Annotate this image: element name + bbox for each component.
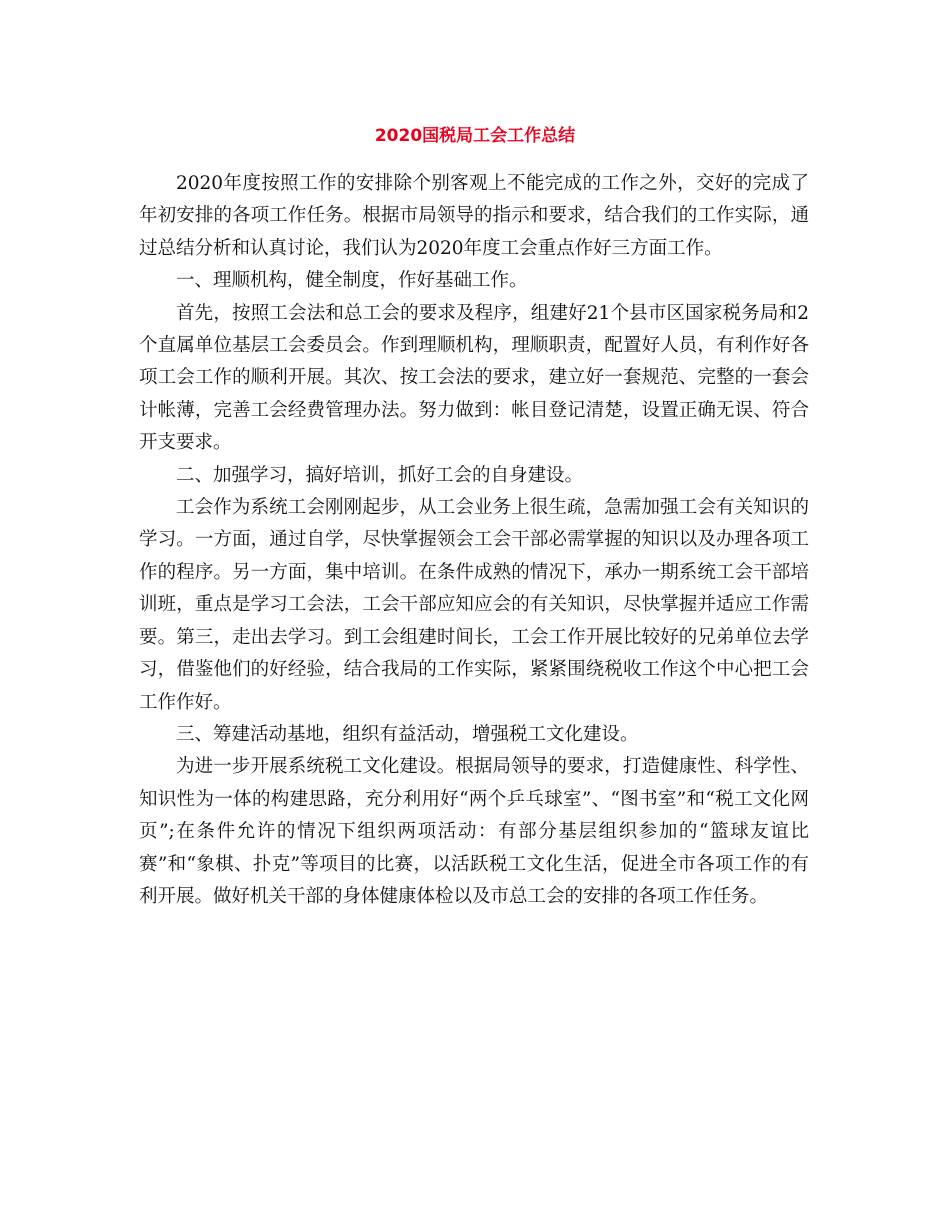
section-1-paragraph: 首先，按照工会法和总工会的要求及程序，组建好21个县市区国家税务局和2个直属单位基层工会委员会。作到理顺机构，理顺职责，配置好人员，有利作好各项工会工作的顺利开展。其次、按工会法的要求，建立好一套规范、完整的一套会计帐薄，完善工会经费管理办法。努力做到：帐目登记清楚，设置正确无误、符合开支要求。 xyxy=(139,302,809,454)
section-3-paragraph: 为进一步开展系统税工文化建设。根据局领导的要求，打造健康性、科学性、知识性为一体的构建思路，充分利用好“两个乒乓球室”、“图书室”和“税工文化网页”;在条件允许的情况下组织两项活动：有部分基层组织参加的“篮球友谊比赛”和“象棋、扑克”等项目的比赛，以活跃税工文化生活，促进全市各项工作的有利开展。做好机关干部的身体健康体检以及市总工会的安排的各项工作任务。 xyxy=(139,756,809,907)
document-body xyxy=(139,168,809,913)
section-heading-2: 二、加强学习，搞好培训，抓好工会的自身建设。 xyxy=(176,464,584,486)
intro-paragraph: 2020年度按照工作的安排除个别客观上不能完成的工作之外，交好的完成了年初安排的各项工作任务。根据市局领导的指示和要求，结合我们的工作实际，通过总结分析和认真讨论，我们认为2020年度工会重点作好三方面工作。 xyxy=(139,173,809,259)
document-title: 2020国税局工会工作总结 xyxy=(374,126,576,146)
section-heading-1: 一、理顺机构，健全制度，作好基础工作。 xyxy=(176,270,528,292)
section-2-paragraph: 工会作为系统工会刚刚起步，从工会业务上很生疏，急需加强工会有关知识的学习。一方面，通过自学，尽快掌握领会工会干部必需掌握的知识以及办理各项工作的程序。另一方面，集中培训。在条件成熟的情况下，承办一期系统工会干部培训班，重点是学习工会法，工会干部应知应会的有关知识，尽快掌握并适应工作需要。第三，走出去学习。到工会组建时间长，工会工作开展比较好的兄弟单位去学习，借鉴他们的好经验，结合我局的工作实际，紧紧围绕税收工作这个中心把工会工作作好。 xyxy=(139,497,809,713)
section-heading-3: 三、筹建活动基地，组织有益活动，增强税工文化建设。 xyxy=(176,723,639,745)
